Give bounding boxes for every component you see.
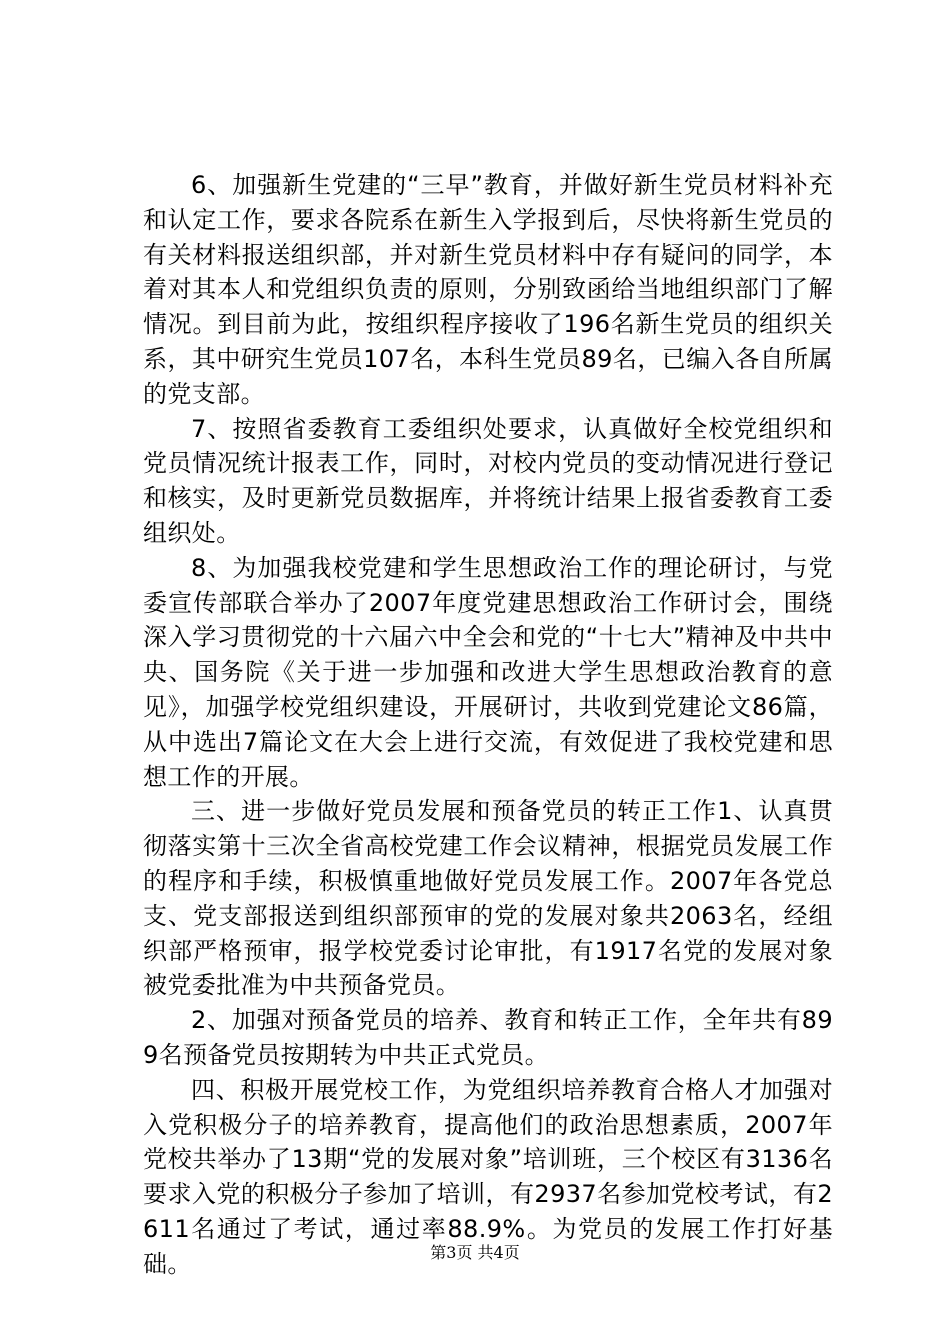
paragraph-section-3: 三、进一步做好党员发展和预备党员的转正工作1、认真贯彻落实第十三次全省高校党建工作会议精神，根据党员发展工作的程序和手续，积极慎重地做好党员发展工作。2007年各党总支、党支部报送到组织部预审的党的发展对象共2063名，经组织部严格预审，报学校党委讨论审批，有1917名党的发展对象被党委批准为中共预备党员。 [143, 797, 833, 1000]
paragraph-item-7: 7、按照省委教育工委组织处要求，认真做好全校党组织和党员情况统计报表工作，同时，对校内党员的变动情况进行登记和核实，及时更新党员数据库，并将统计结果上报省委教育工委组织处。 [143, 414, 833, 547]
paragraph-section-3-item-2: 2、加强对预备党员的培养、教育和转正工作，全年共有899名预备党员按期转为中共正式党员。 [143, 1006, 833, 1069]
paragraph-item-8: 8、为加强我校党建和学生思想政治工作的理论研讨，与党委宣传部联合举办了2007年度党建思想政治工作研讨会，围绕深入学习贯彻党的十六届六中全会和党的“十七大”精神及中共中央、国务院《关于进一步加强和改进大学生思想政治教育的意见》，加强学校党组织建设，开展研讨，共收到党建论文86篇，从中选出7篇论文在大会上进行交流，有效促进了我校党建和思想工作的开展。 [143, 553, 833, 791]
paragraph-item-6: 6、加强新生党建的“三早”教育，并做好新生党员材料补充和认定工作，要求各院系在新生入学报到后，尽快将新生党员的有关材料报送组织部，并对新生党员材料中存有疑问的同学，本着对其本人和党组织负责的原则，分别致函给当地组织部门了解情况。到目前为此，按组织程序接收了196名新生党员的组织关系，其中研究生党员107名，本科生党员89名，已编入各自所属的党支部。 [143, 171, 833, 408]
paragraph-section-4: 四、积极开展党校工作，为党组织培养教育合格人才加强对入党积极分子的培养教育，提高他们的政治思想素质，2007年党校共举办了13期“党的发展对象”培训班，三个校区有3136名要求入党的积极分子参加了培训，有2937名参加党校考试，有2611名通过了考试，通过率88.9%。为党员的发展工作打好基础。 [143, 1075, 833, 1278]
page-number-footer: 第3页 共4页 [430, 1243, 520, 1262]
document-body [143, 168, 833, 1282]
